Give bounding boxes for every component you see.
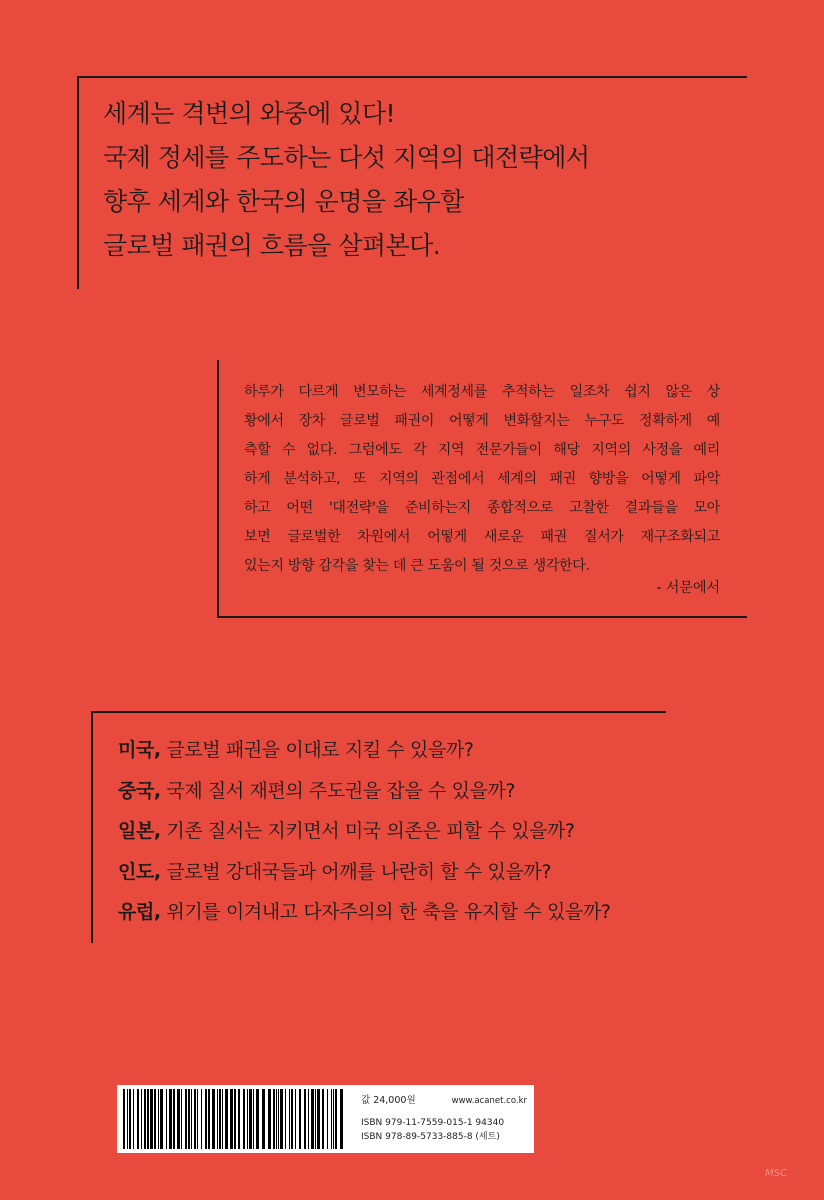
barcode-bar <box>123 1089 125 1149</box>
question-text: 위기를 이겨내고 다자주의의 한 축을 유지할 수 있을까? <box>160 901 611 923</box>
barcode-bar <box>230 1089 233 1149</box>
quote-line: 황에서 장차 글로벌 패권이 어떻게 변화할지는 누구도 정확하게 예 <box>244 413 720 429</box>
question-text: 글로벌 강대국들과 어깨를 나란히 할 수 있을까? <box>160 860 552 883</box>
quote-line: 하고 어떤 '대전략'을 준비하는지 종합적으로 고찰한 결과들을 모아 <box>244 500 720 516</box>
barcode-bar <box>295 1089 296 1149</box>
barcode-bar <box>238 1089 240 1149</box>
barcode-bar <box>191 1089 192 1149</box>
barcode-bar <box>335 1089 337 1149</box>
barcode-bar <box>188 1089 190 1149</box>
barcode-bar <box>327 1089 328 1149</box>
barcode-bar <box>150 1089 153 1149</box>
headline-line: 국제 정세를 주도하는 다섯 지역의 대전략에서 <box>103 143 590 172</box>
isbn-label: ISBN 979-11-7559-015-1 94340 <box>361 1118 505 1128</box>
barcode-bar <box>253 1089 254 1149</box>
barcode-bar <box>158 1089 159 1149</box>
quote-line: 보면 글로벌한 차원에서 어떻게 새로운 패권 질서가 재구조화되고 <box>244 529 720 545</box>
barcode-bar <box>147 1089 149 1149</box>
barcode-bar <box>268 1089 271 1149</box>
question-item <box>118 892 611 933</box>
barcode-bar <box>160 1089 163 1149</box>
quote-line: 있는지 방향 감각을 찾는 데 큰 도움이 될 것으로 생각한다. <box>244 558 590 574</box>
barcode-bar <box>285 1089 286 1149</box>
barcode-bar <box>166 1089 167 1149</box>
barcode-bar <box>169 1089 172 1149</box>
headline-frame-top-line <box>77 76 747 78</box>
barcode-bar <box>144 1089 146 1149</box>
barcode-box <box>117 1085 534 1153</box>
question-region: 일본, <box>118 820 161 842</box>
barcode-bar <box>222 1089 223 1149</box>
quote-line: 하루가 다르게 변모하는 세계정세를 추적하는 일조차 쉽지 않은 상 <box>244 384 720 400</box>
quote-frame-left-line <box>217 360 219 618</box>
barcode-bar <box>311 1089 314 1149</box>
question-region: 유럽, <box>118 901 161 923</box>
barcode-bar <box>212 1089 215 1149</box>
barcode-bar <box>333 1089 334 1149</box>
barcode-bar <box>276 1089 277 1149</box>
barcode-bar <box>234 1089 236 1149</box>
barcode-bar <box>181 1089 182 1149</box>
barcode-bar <box>243 1089 245 1149</box>
barcode-bar <box>317 1089 320 1149</box>
barcode-bar <box>225 1089 228 1149</box>
price-label: 값 24,000원 <box>361 1095 416 1106</box>
barcode-bar <box>141 1089 142 1149</box>
publisher-url: www.acanet.co.kr <box>451 1096 527 1106</box>
quote-paragraph <box>244 378 720 581</box>
headline-line: 세계는 격변의 와중에 있다! <box>103 99 396 128</box>
barcode-bar <box>304 1089 306 1149</box>
barcode-bar <box>273 1089 275 1149</box>
barcode-bar <box>219 1089 221 1149</box>
questions-frame-left-line <box>91 711 93 943</box>
barcode-image <box>121 1089 347 1149</box>
barcode-bar <box>194 1089 196 1149</box>
barcode-bar <box>173 1089 175 1149</box>
barcode-bar <box>127 1089 128 1149</box>
barcode-bar <box>137 1089 139 1149</box>
price-row <box>361 1094 527 1108</box>
barcode-bar <box>322 1089 324 1149</box>
barcode-bar <box>315 1089 316 1149</box>
question-item <box>118 730 611 771</box>
question-text: 기존 질서는 지키면서 미국 의존은 피할 수 있을까? <box>160 820 575 842</box>
question-item <box>118 852 611 893</box>
barcode-bar <box>185 1089 187 1149</box>
barcode-bar <box>340 1089 343 1149</box>
barcode-bar <box>201 1089 202 1149</box>
question-text: 글로벌 패권을 이대로 지킬 수 있을까? <box>160 739 474 761</box>
question-region: 미국, <box>118 739 161 761</box>
barcode-bar <box>308 1089 309 1149</box>
question-list <box>118 730 611 933</box>
barcode-bar <box>205 1089 207 1149</box>
question-region: 중국, <box>118 779 161 802</box>
quote-frame-bottom-line <box>217 616 747 618</box>
questions-frame-top-line <box>91 711 666 713</box>
question-item <box>118 811 611 852</box>
barcode-bar <box>256 1089 259 1149</box>
question-item <box>118 771 611 812</box>
barcode-bar <box>291 1089 293 1149</box>
barcode-bar <box>177 1089 180 1149</box>
barcode-bar <box>289 1089 290 1149</box>
barcode-bar <box>247 1089 248 1149</box>
quote-source: - 서문에서 <box>656 580 720 596</box>
barcode-bar <box>129 1089 131 1149</box>
barcode-bar <box>249 1089 252 1149</box>
barcode-bar <box>217 1089 218 1149</box>
isbn-set-label: ISBN 978-89-5733-885-8 (세트) <box>361 1132 500 1142</box>
barcode-bar <box>197 1089 198 1149</box>
barcode-bar <box>133 1089 134 1149</box>
question-text: 국제 질서 재편의 주도권을 잡을 수 있을까? <box>160 779 516 802</box>
barcode-bar <box>154 1089 156 1149</box>
headline-line: 향후 세계와 한국의 운명을 좌우할 <box>103 187 464 216</box>
corner-watermark: MSC <box>765 1168 787 1179</box>
headline <box>103 92 743 268</box>
quote-line: 하게 분석하고, 또 지역의 관점에서 세계의 패권 향방을 어떻게 파악 <box>244 471 720 487</box>
question-region: 인도, <box>118 860 161 883</box>
barcode-bar <box>280 1089 283 1149</box>
headline-frame-left-line <box>77 76 79 289</box>
barcode-bar <box>208 1089 210 1149</box>
barcode-bar <box>331 1089 332 1149</box>
barcode-bar <box>262 1089 265 1149</box>
barcode-bar <box>278 1089 279 1149</box>
barcode-bar <box>299 1089 301 1149</box>
quote-line: 측할 수 없다. 그럼에도 각 지역 전문가들이 해당 지역의 사정을 예리 <box>244 442 720 458</box>
headline-line: 글로벌 패권의 흐름을 살펴본다. <box>103 231 441 260</box>
